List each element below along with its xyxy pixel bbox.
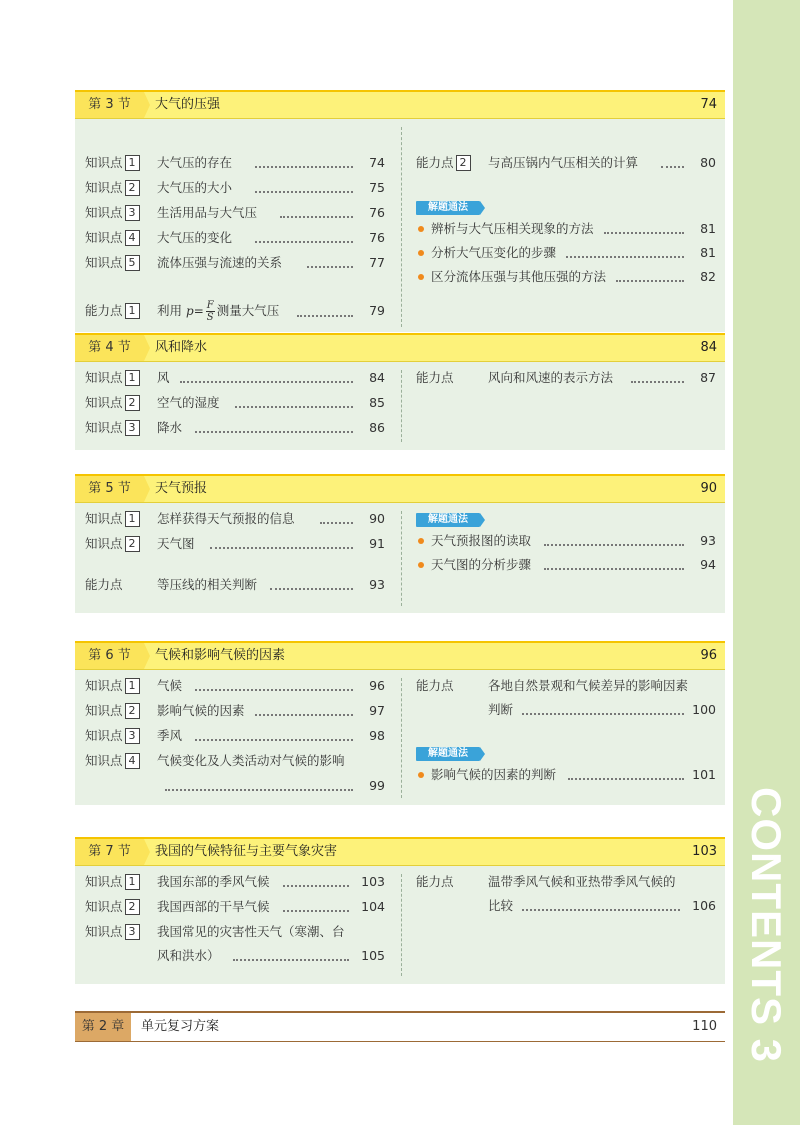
entry-number: 1 [125, 370, 140, 386]
section-header[interactable] [75, 90, 725, 119]
entry-text: 风和洪水） [157, 948, 220, 963]
entry-number: 1 [125, 511, 140, 527]
toc-entry-continued[interactable] [85, 776, 385, 796]
entry-text: 比较 [488, 898, 514, 913]
leader-dots [255, 714, 353, 716]
method-entry[interactable] [416, 219, 716, 239]
leader-dots [616, 280, 684, 282]
leader-dots [604, 232, 684, 234]
entry-page: 75 [369, 180, 385, 195]
method-badge: 解题通法 [416, 513, 480, 527]
entry-text: 影响气候的因素的判断 [431, 767, 557, 782]
toc-entry[interactable]: 知识点 3 我国常见的灾害性天气（寒潮、台 [85, 922, 385, 942]
entry-kind: 能力点 [416, 678, 454, 693]
entry-number: 3 [125, 924, 140, 940]
entry-text: 天气图 [157, 536, 195, 551]
chapter-number: 第 2 章 [75, 1013, 131, 1041]
toc-entry[interactable]: 知识点 4 气候变化及人类活动对气候的影响 [85, 751, 385, 771]
section-title: 我国的气候特征与主要气象灾害 [155, 844, 338, 859]
leader-dots [165, 789, 353, 791]
toc-entry-continued[interactable] [416, 700, 716, 720]
bullet-icon [418, 226, 424, 232]
section-header[interactable] [75, 641, 725, 670]
entry-page: 101 [692, 767, 716, 782]
entry-page: 87 [700, 370, 716, 385]
toc-entry[interactable]: 能力点 1 利用 p= $\frac{F}{S}$ 测量大气压 79 [85, 297, 385, 325]
entry-page: 96 [369, 678, 385, 693]
section-title: 天气预报 [155, 481, 208, 496]
section-page: 103 [692, 844, 717, 859]
column-divider [401, 874, 402, 976]
section-body [75, 362, 725, 450]
column-divider [401, 511, 402, 606]
leader-dots [568, 778, 684, 780]
entry-text: 空气的湿度 [157, 395, 220, 410]
entry-text: 与高压锅内气压相关的计算 [488, 155, 639, 170]
entry-page: 77 [369, 255, 385, 270]
entry-text: 大气压的存在 [157, 155, 233, 170]
section-number: 第 7 节 [75, 839, 144, 865]
leader-dots [661, 166, 684, 168]
entry-number: 2 [125, 395, 140, 411]
leader-dots [283, 910, 349, 912]
bullet-icon [418, 562, 424, 568]
entry-page: 85 [369, 395, 385, 410]
entry-text: 风向和风速的表示方法 [488, 370, 614, 385]
entry-number: 1 [125, 303, 140, 319]
entry-kind: 能力点 [85, 577, 123, 592]
entry-text: 天气图的分析步骤 [431, 557, 532, 572]
entry-text: 季风 [157, 728, 183, 743]
bullet-icon [418, 274, 424, 280]
leader-dots [255, 241, 353, 243]
leader-dots [544, 568, 684, 570]
column-divider [401, 127, 402, 327]
method-entry[interactable] [416, 267, 716, 287]
toc-entry[interactable]: 知识点 1 风 84 [85, 368, 385, 388]
entry-text: 大气压的大小 [157, 180, 233, 195]
leader-dots [297, 315, 353, 317]
method-badge: 解题通法 [416, 747, 480, 761]
leader-dots [544, 544, 684, 546]
section-body [75, 670, 725, 805]
entry-page: 86 [369, 420, 385, 435]
section-number: 第 3 节 [75, 92, 144, 118]
entry-number: 4 [125, 230, 140, 246]
entry-text: 影响气候的因素 [157, 703, 245, 718]
entry-text: 气候变化及人类活动对气候的影响 [157, 753, 345, 768]
entry-page: 94 [700, 557, 716, 572]
leader-dots [283, 885, 349, 887]
entry-number: 1 [125, 874, 140, 890]
toc-entry[interactable]: 知识点 4 大气压的变化 76 [85, 228, 385, 248]
chapter-review-entry[interactable] [75, 1011, 725, 1042]
entry-text: 怎样获得天气预报的信息 [157, 511, 295, 526]
entry-text: 等压线的相关判断 [157, 577, 258, 592]
entry-text: 降水 [157, 420, 183, 435]
entry-text: 辨析与大气压相关现象的方法 [431, 221, 594, 236]
section-title: 气候和影响气候的因素 [155, 648, 286, 663]
entry-number: 4 [125, 753, 140, 769]
entry-number: 3 [125, 728, 140, 744]
entry-number: 2 [125, 536, 140, 552]
entry-number: 3 [125, 420, 140, 436]
toc-entry[interactable]: 知识点 2 我国西部的干旱气候 104 [85, 897, 385, 917]
section-body [75, 119, 725, 332]
entry-text: 流体压强与流速的关系 [157, 255, 283, 270]
toc-entry[interactable] [416, 368, 716, 388]
toc-entry[interactable]: 知识点 3 季风 98 [85, 726, 385, 746]
entry-page: 76 [369, 205, 385, 220]
leader-dots [631, 381, 684, 383]
toc-entry[interactable]: 知识点 3 生活用品与大气压 76 [85, 203, 385, 223]
entry-page: 81 [700, 221, 716, 236]
entry-page: 79 [369, 303, 385, 318]
method-entry[interactable] [416, 243, 716, 263]
toc-entry[interactable]: 知识点 3 降水 86 [85, 418, 385, 438]
entry-page: 103 [361, 874, 385, 889]
entry-kind: 能力点 [416, 370, 454, 385]
contents-label: CONTENTS 3 [743, 786, 790, 1064]
formula-fraction: $\frac{F}{S}$ [206, 300, 214, 323]
method-entry[interactable] [416, 765, 716, 785]
toc-entry[interactable]: 知识点 2 天气图 91 [85, 534, 385, 554]
toc-entry[interactable]: 知识点 1 气候 96 [85, 676, 385, 696]
entry-text: 分析大气压变化的步骤 [431, 245, 557, 260]
section-5 [75, 474, 725, 613]
leader-dots [255, 191, 353, 193]
entry-number: 1 [125, 155, 140, 171]
section-page: 74 [700, 97, 717, 112]
entry-text: 生活用品与大气压 [157, 205, 258, 220]
leader-dots [522, 713, 684, 715]
entry-text: 利用 p= $\frac{F}{S}$ 测量大气压 [157, 300, 280, 323]
entry-page: 74 [369, 155, 385, 170]
section-title: 风和降水 [155, 340, 208, 355]
entry-page: 91 [369, 536, 385, 551]
toc-entry[interactable] [85, 153, 385, 173]
entry-text: 判断 [488, 702, 514, 717]
entry-page: 97 [369, 703, 385, 718]
entry-number: 2 [125, 899, 140, 915]
column-divider [401, 678, 402, 798]
entry-page: 99 [369, 778, 385, 793]
toc-entry[interactable]: 知识点 2 空气的湿度 85 [85, 393, 385, 413]
formula-eq: = [193, 304, 204, 318]
toc-entry[interactable]: 知识点 1 我国东部的季风气候 103 [85, 872, 385, 892]
section-number: 第 5 节 [75, 476, 144, 502]
leader-dots [280, 216, 353, 218]
toc-entry-continued[interactable] [416, 896, 716, 916]
entry-page: 98 [369, 728, 385, 743]
toc-entry[interactable] [416, 872, 716, 892]
toc-entry[interactable]: 知识点 2 影响气候的因素 97 [85, 701, 385, 721]
section-number: 第 4 节 [75, 335, 144, 361]
section-4 [75, 333, 725, 450]
entry-page: 100 [692, 702, 716, 717]
entry-text: 大气压的变化 [157, 230, 233, 245]
entry-page: 93 [700, 533, 716, 548]
entry-number: 2 [456, 155, 471, 171]
entry-page: 106 [692, 898, 716, 913]
entry-page: 84 [369, 370, 385, 385]
entry-page: 105 [361, 948, 385, 963]
entry-page: 90 [369, 511, 385, 526]
leader-dots [320, 522, 353, 524]
leader-dots [307, 266, 353, 268]
leader-dots [210, 547, 353, 549]
entry-kind: 能力点 [416, 874, 454, 889]
section-number: 第 6 节 [75, 643, 144, 669]
section-page: 96 [700, 648, 717, 663]
leader-dots [195, 739, 353, 741]
chapter-title: 单元复习方案 [141, 1019, 220, 1034]
toc-entry[interactable] [416, 676, 716, 696]
section-header[interactable] [75, 333, 725, 362]
toc-entry-continued[interactable] [85, 946, 385, 966]
toc-entry[interactable]: 知识点 5 流体压强与流速的关系 77 [85, 253, 385, 273]
toc-entry[interactable] [85, 575, 385, 595]
entry-number: 2 [125, 180, 140, 196]
entry-text: 区分流体压强与其他压强的方法 [431, 269, 607, 284]
leader-dots [235, 406, 353, 408]
entry-page: 82 [700, 269, 716, 284]
entry-text: 各地自然景观和气候差异的影响因素 [488, 678, 689, 693]
section-body [75, 866, 725, 984]
entry-text: 天气预报图的读取 [431, 533, 532, 548]
entry-text: 我国东部的季风气候 [157, 874, 270, 889]
section-header[interactable] [75, 837, 725, 866]
method-badge: 解题通法 [416, 201, 480, 215]
chapter-page: 110 [692, 1019, 717, 1034]
bullet-icon [418, 772, 424, 778]
formula-p: p [186, 304, 194, 318]
entry-number: 1 [125, 678, 140, 694]
section-6 [75, 641, 725, 805]
entry-page: 104 [361, 899, 385, 914]
section-header[interactable] [75, 474, 725, 503]
entry-number: 5 [125, 255, 140, 271]
entry-page: 76 [369, 230, 385, 245]
section-page: 84 [700, 340, 717, 355]
entry-text: 温带季风气候和亚热带季风气候的 [488, 874, 676, 889]
entry-page: 93 [369, 577, 385, 592]
entry-text: 我国常见的灾害性天气（寒潮、台 [157, 924, 345, 939]
toc-entry[interactable]: 能力点 2 与高压锅内气压相关的计算 80 [416, 153, 716, 173]
entry-page: 81 [700, 245, 716, 260]
leader-dots [566, 256, 684, 258]
entry-kind: 知识点 1 [85, 153, 140, 173]
leader-dots [255, 166, 353, 168]
toc-entry[interactable]: 知识点 2 大气压的大小 75 [85, 178, 385, 198]
method-entry[interactable] [416, 531, 716, 551]
section-title: 大气的压强 [155, 97, 221, 112]
leader-dots [522, 909, 680, 911]
entry-page: 80 [700, 155, 716, 170]
entry-number: 2 [125, 703, 140, 719]
column-divider [401, 370, 402, 442]
leader-dots [233, 959, 349, 961]
section-page: 90 [700, 481, 717, 496]
leader-dots [195, 689, 353, 691]
leader-dots [270, 588, 353, 590]
entry-number: 3 [125, 205, 140, 221]
section-body [75, 503, 725, 613]
toc-entry[interactable]: 知识点 1 怎样获得天气预报的信息 90 [85, 509, 385, 529]
leader-dots [195, 431, 353, 433]
bullet-icon [418, 250, 424, 256]
entry-text: 我国西部的干旱气候 [157, 899, 270, 914]
section-3 [75, 90, 725, 332]
bullet-icon [418, 538, 424, 544]
method-entry[interactable] [416, 555, 716, 575]
section-7 [75, 837, 725, 984]
entry-text: 气候 [157, 678, 183, 693]
leader-dots [180, 381, 353, 383]
entry-text: 风 [157, 370, 170, 385]
